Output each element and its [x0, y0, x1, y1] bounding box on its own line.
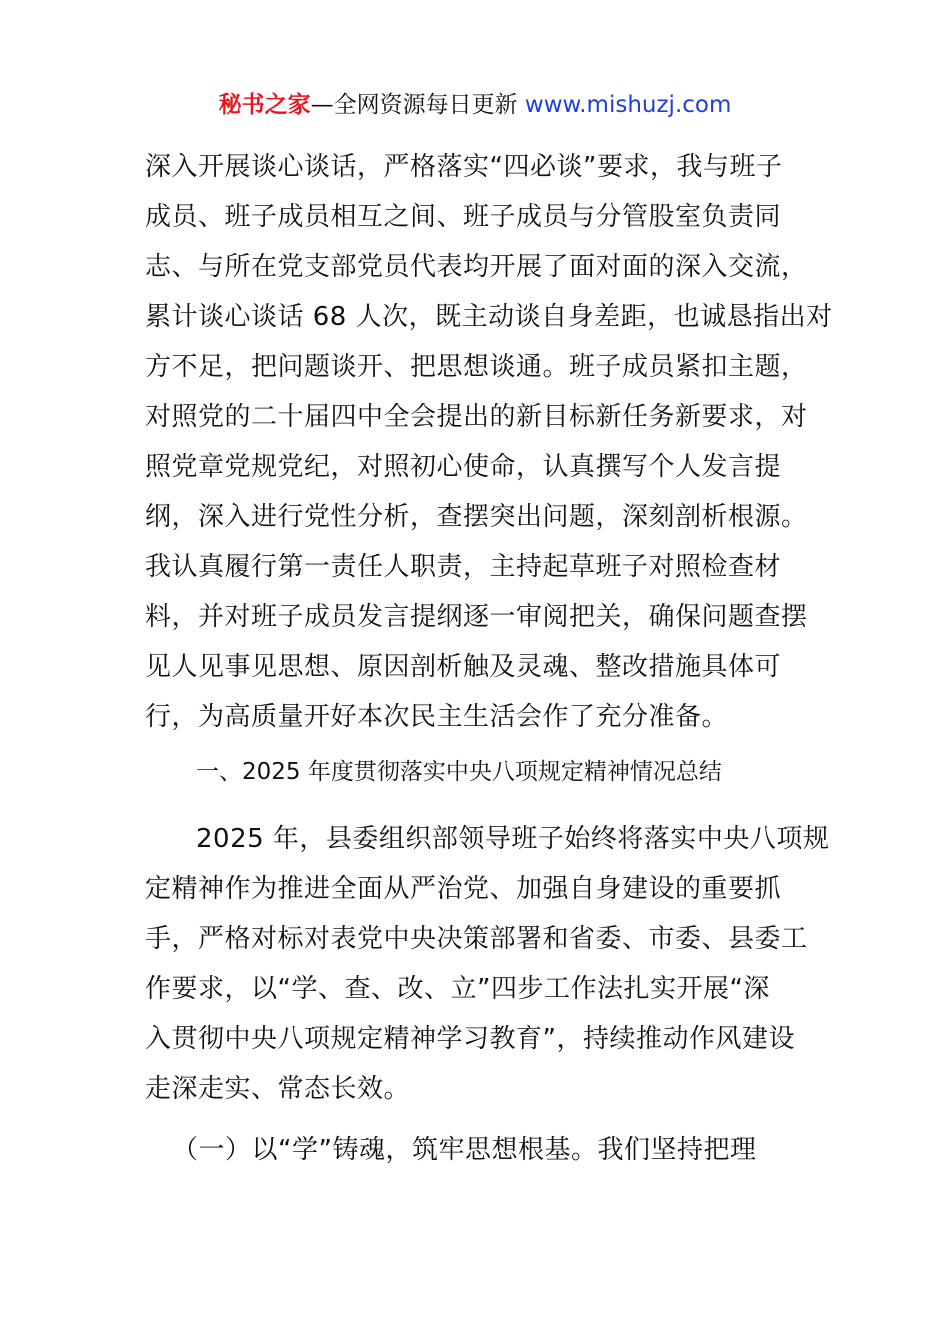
paragraph-line: 入贯彻中央八项规定精神学习教育”，持续推动作风建设	[145, 1024, 795, 1054]
brand-name: 秘书之家	[218, 92, 311, 118]
paragraph-line: 2025 年，县委组织部领导班子始终将落实中央八项规	[196, 824, 830, 854]
paragraph-line: 走深走实、常态长效。	[145, 1074, 411, 1104]
paragraph-line: 深入开展谈心谈话，严格落实“四必谈”要求，我与班子	[145, 152, 783, 182]
paragraph-line: 志、与所在党支部党员代表均开展了面对面的深入交流，	[145, 252, 808, 282]
section-heading: 一、2025 年度贯彻落实中央八项规定精神情况总结	[196, 759, 722, 785]
paragraph-line: （一）以“学”铸魂，筑牢思想根基。我们坚持把理	[172, 1135, 757, 1165]
page-header	[0, 88, 950, 122]
paragraph-line: 我认真履行第一责任人职责，主持起草班子对照检查材	[145, 552, 782, 582]
paragraph-line: 纲，深入进行党性分析，查摆突出问题，深刻剖析根源。	[145, 502, 808, 532]
paragraph-line: 累计谈心谈话 68 人次，既主动谈自身差距，也诚恳指出对	[145, 302, 833, 332]
paragraph-line: 料，并对班子成员发言提纲逐一审阅把关，确保问题查摆	[145, 602, 808, 632]
paragraph-line: 照党章党规党纪，对照初心使命，认真撰写个人发言提	[145, 452, 782, 482]
header-tagline: —全网资源每日更新	[310, 92, 518, 118]
paragraph-line: 见人见事见思想、原因剖析触及灵魂、整改措施具体可	[145, 652, 782, 682]
paragraph-line: 对照党的二十届四中全会提出的新目标新任务新要求，对	[145, 402, 808, 432]
paragraph-line: 方不足，把问题谈开、把思想谈通。班子成员紧扣主题，	[145, 352, 808, 382]
site-url-link[interactable]: www.mishuzj.com	[524, 92, 732, 118]
paragraph-line: 手，严格对标对表党中央决策部署和省委、市委、县委工	[145, 924, 808, 954]
paragraph-line: 作要求，以“学、查、改、立”四步工作法扎实开展“深	[145, 974, 770, 1004]
paragraph-line: 行，为高质量开好本次民主生活会作了充分准备。	[145, 702, 729, 732]
paragraph-line: 定精神作为推进全面从严治党、加强自身建设的重要抓	[145, 874, 782, 904]
paragraph-line: 成员、班子成员相互之间、班子成员与分管股室负责同	[145, 202, 782, 232]
